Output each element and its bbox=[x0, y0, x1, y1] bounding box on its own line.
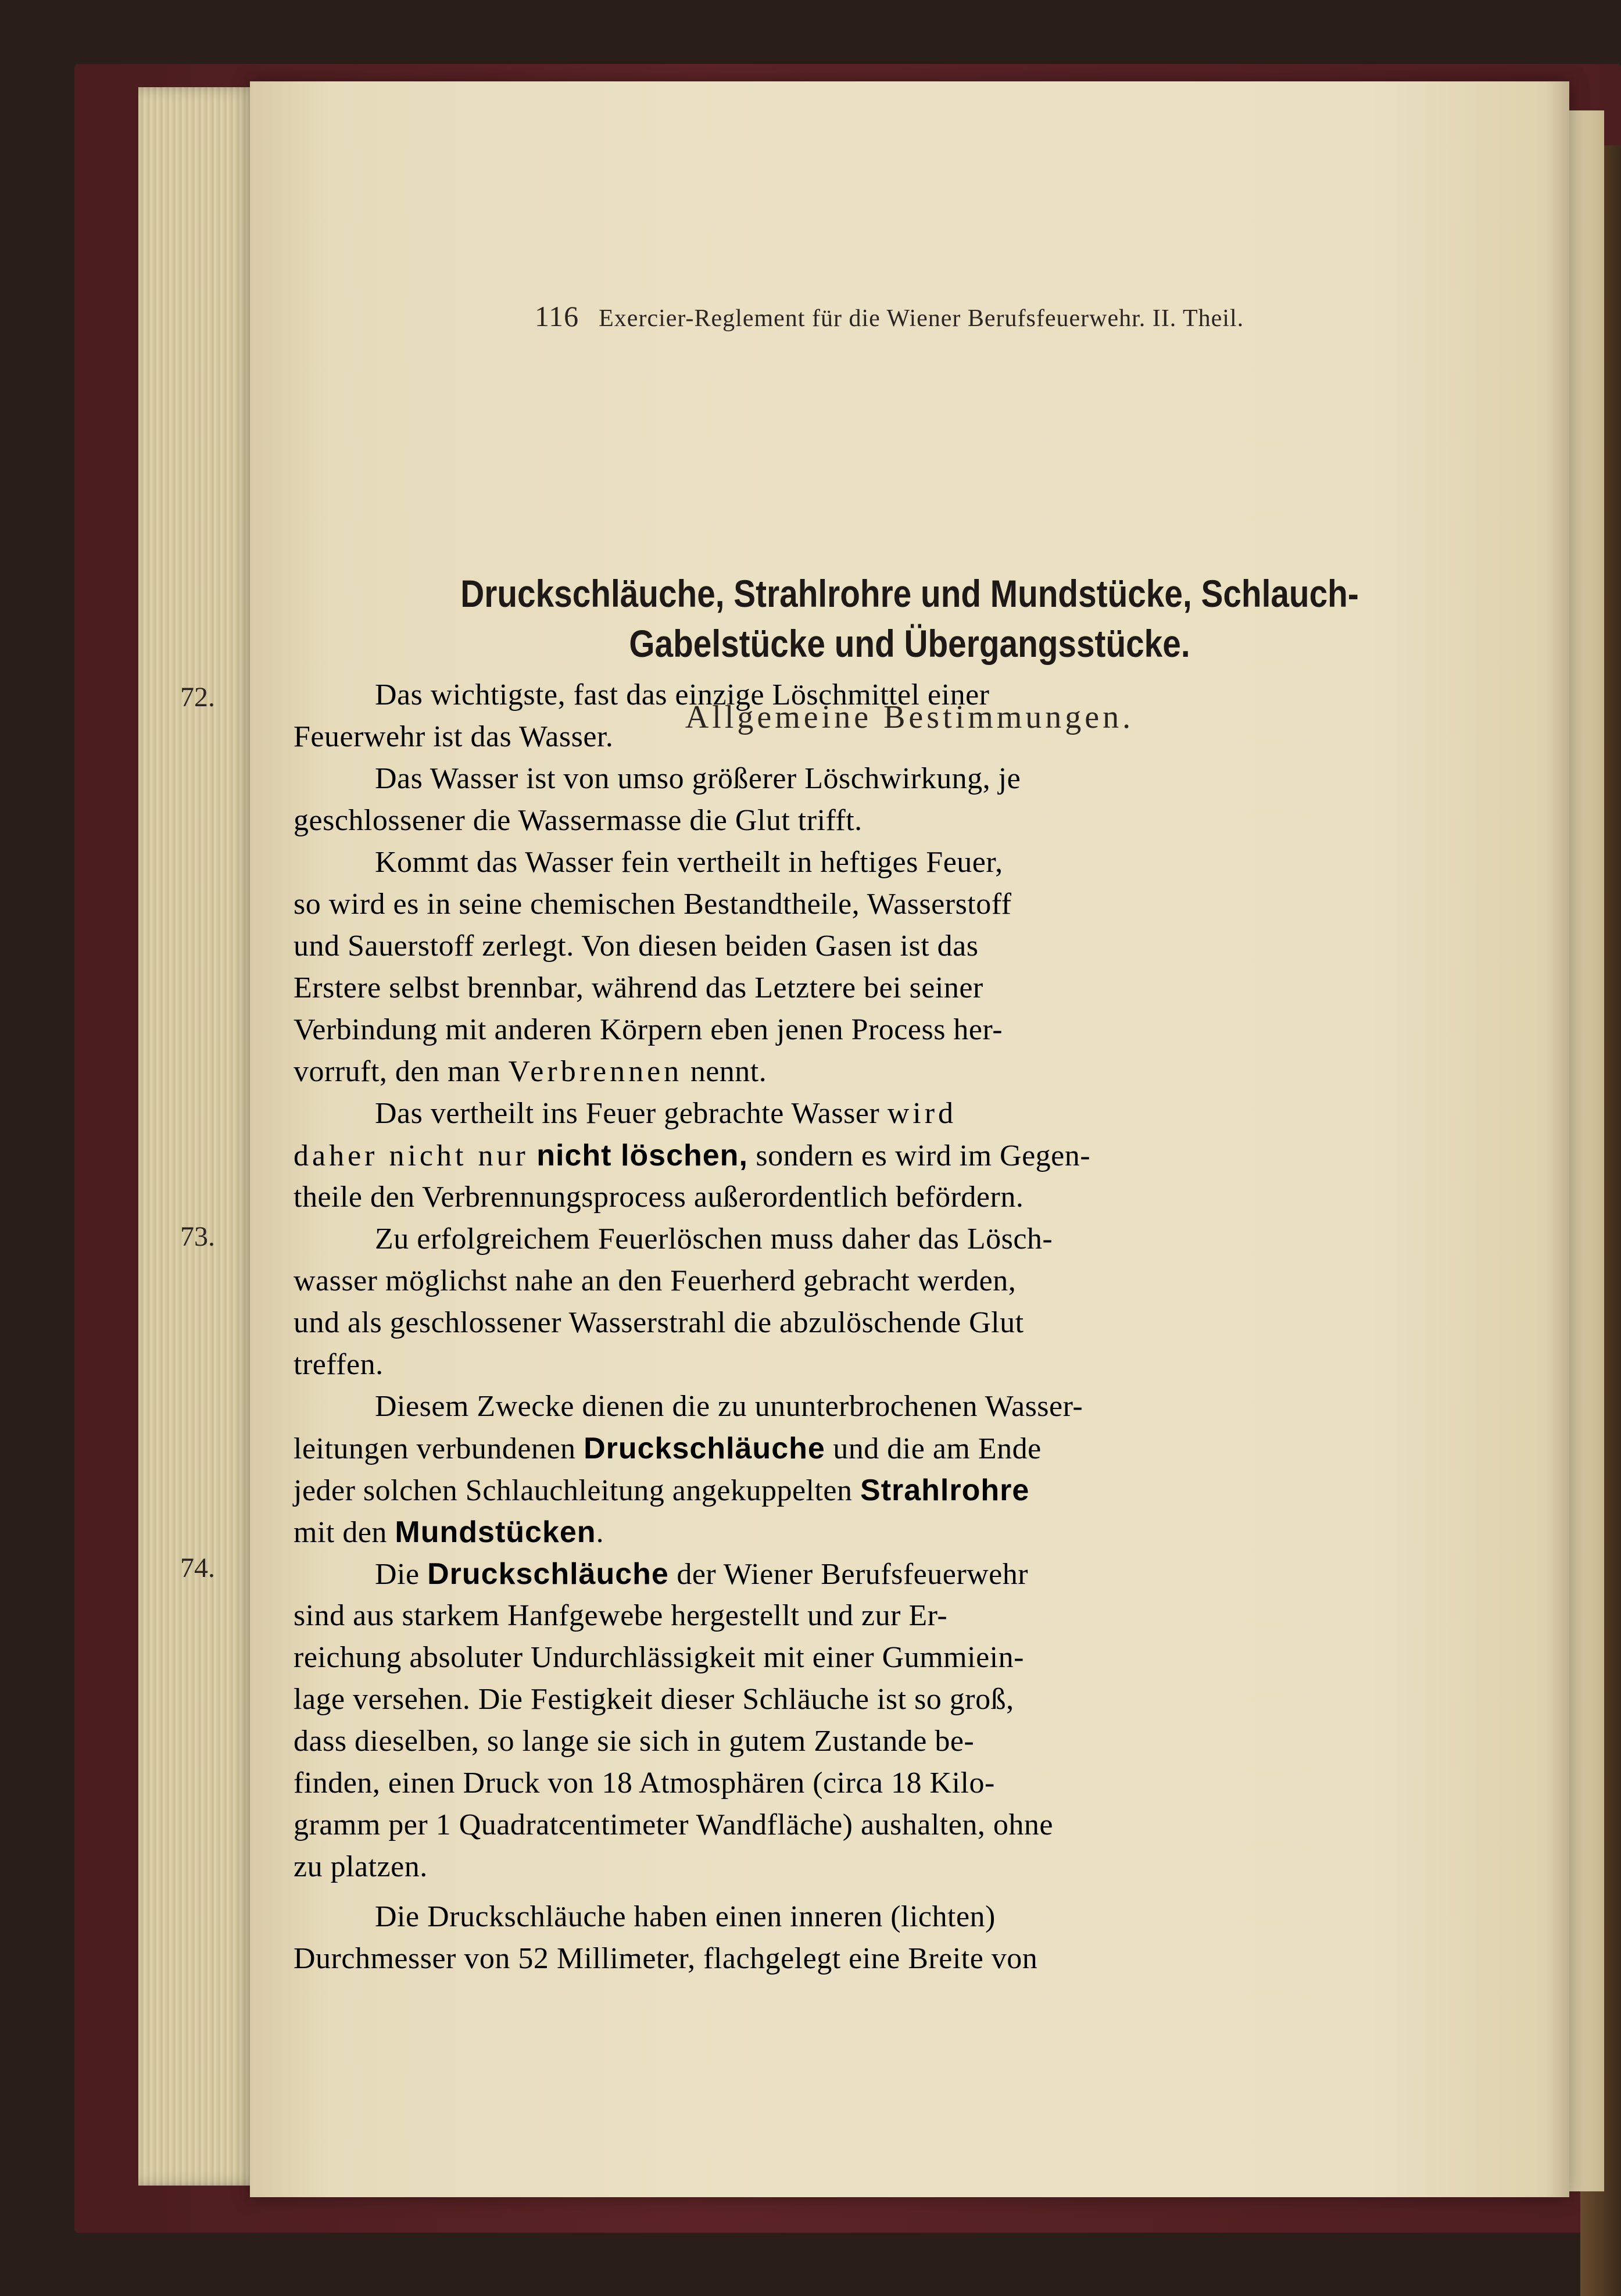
text-line bbox=[294, 1093, 1447, 1135]
text-line: Das Wasser ist von umso größerer Löschwirkung, je bbox=[375, 762, 1021, 795]
text-line: so wird es in seine chemischen Bestandtheile, Wasserstoff bbox=[294, 888, 1012, 921]
text-line: Feuerwehr ist das Wasser. bbox=[294, 720, 614, 753]
section-subtitle: Allgemeine Bestimmungen. bbox=[685, 699, 1135, 735]
text-line: wasser möglichst nahe an den Feuerherd gebracht werden, bbox=[294, 1264, 1017, 1297]
text-line: dass dieselben, so lange sie sich in gutem Zustande be- bbox=[294, 1725, 975, 1758]
running-title: Exercier-Reglement für die Wiener Berufsfeuerwehr. II. Theil. bbox=[599, 305, 1244, 332]
bold-term: nicht löschen, bbox=[536, 1139, 748, 1172]
text-line bbox=[294, 1135, 1447, 1176]
text-line: Verbindung mit anderen Körpern eben jenen Process her- bbox=[294, 1013, 1003, 1046]
text-run: Die bbox=[375, 1558, 428, 1591]
text-line: zu platzen. bbox=[294, 1850, 428, 1883]
text-run: der Wiener Berufsfeuerwehr bbox=[668, 1558, 1029, 1591]
text-line: finden, einen Druck von 18 Atmosphären (circa 18 Kilo- bbox=[294, 1766, 995, 1800]
text-run: und die am Ende bbox=[825, 1432, 1042, 1465]
text-line: Erstere selbst brennbar, während das Letztere bei seiner bbox=[294, 971, 983, 1004]
text-line: theile den Verbrennungsprocess außerordentlich befördern. bbox=[294, 1181, 1024, 1214]
text-line: lage versehen. Die Festigkeit dieser Schläuche ist so groß, bbox=[294, 1683, 1014, 1716]
text-line bbox=[294, 1051, 1447, 1093]
text-line: Kommt das Wasser fein vertheilt in heftiges Feuer, bbox=[375, 846, 1003, 879]
section-title bbox=[342, 568, 1477, 668]
text-line: sind aus starkem Hanfgewebe hergestellt und zur Er- bbox=[294, 1599, 948, 1632]
text-run: Das vertheilt ins Feuer gebrachte Wasser bbox=[375, 1097, 888, 1130]
section-title-line-2: Gabelstücke und Übergangsstücke. bbox=[629, 622, 1190, 665]
emphasized-word: daher nicht nur bbox=[294, 1139, 529, 1172]
text-line: Durchmesser von 52 Millimeter, flachgelegt eine Breite von bbox=[294, 1942, 1038, 1975]
body-text bbox=[294, 674, 1447, 1980]
text-line: Zu erfolgreichem Feuerlöschen muss daher das Lösch- bbox=[375, 1222, 1053, 1256]
text-line bbox=[294, 1428, 1447, 1469]
page-number: 116 bbox=[535, 300, 579, 332]
bold-term: Druckschläuche bbox=[427, 1557, 669, 1591]
text-line bbox=[294, 1511, 1447, 1553]
bold-term: Druckschläuche bbox=[584, 1432, 825, 1465]
text-run: . bbox=[596, 1516, 604, 1549]
emphasized-word: wird bbox=[887, 1097, 957, 1130]
section-title-line-1: Druckschläuche, Strahlrohre und Mundstücke, Schlauch- bbox=[460, 572, 1359, 615]
text-run: sondern es wird im Gegen- bbox=[747, 1139, 1091, 1172]
text-line: Diesem Zwecke dienen die zu ununterbrochenen Wasser- bbox=[375, 1390, 1083, 1423]
paragraph-number-74: 74. bbox=[180, 1553, 215, 1583]
text-line: gramm per 1 Quadratcentimeter Wandfläche) aushalten, ohne bbox=[294, 1808, 1053, 1841]
text-run: jeder solchen Schlauchleitung angekuppelten bbox=[294, 1474, 861, 1507]
page-gutter bbox=[1546, 81, 1569, 2197]
text-run: leitungen verbundenen bbox=[294, 1432, 584, 1465]
text-line: reichung absoluter Undurchlässigkeit mit einer Gummiein- bbox=[294, 1641, 1024, 1674]
text-line: und Sauerstoff zerlegt. Von diesen beiden Gasen ist das bbox=[294, 929, 979, 963]
bold-term: Mundstücken bbox=[395, 1515, 596, 1549]
bold-term: Strahlrohre bbox=[860, 1474, 1030, 1507]
text-line: Das wichtigste, fast das einzige Löschmittel einer bbox=[375, 678, 990, 711]
running-header bbox=[535, 299, 1244, 333]
text-line bbox=[294, 1553, 1447, 1595]
facing-page-edge bbox=[1569, 110, 1604, 2191]
text-line: Die Druckschläuche haben einen inneren (lichten) bbox=[375, 1900, 996, 1933]
emphasized-word: Verbrennen bbox=[508, 1055, 683, 1088]
paragraph-number-72: 72. bbox=[180, 682, 215, 713]
text-line: und als geschlossener Wasserstrahl die abzulöschende Glut bbox=[294, 1306, 1024, 1339]
paragraph-number-73: 73. bbox=[180, 1221, 215, 1252]
text-run: vorruft, den man bbox=[294, 1055, 509, 1088]
text-run: mit den bbox=[294, 1516, 395, 1549]
text-line: treffen. bbox=[294, 1348, 384, 1381]
page-edges bbox=[138, 87, 266, 2186]
text-line: geschlossener die Wassermasse die Glut trifft. bbox=[294, 804, 863, 837]
text-line bbox=[294, 1469, 1447, 1511]
text-run: nennt. bbox=[682, 1055, 767, 1088]
